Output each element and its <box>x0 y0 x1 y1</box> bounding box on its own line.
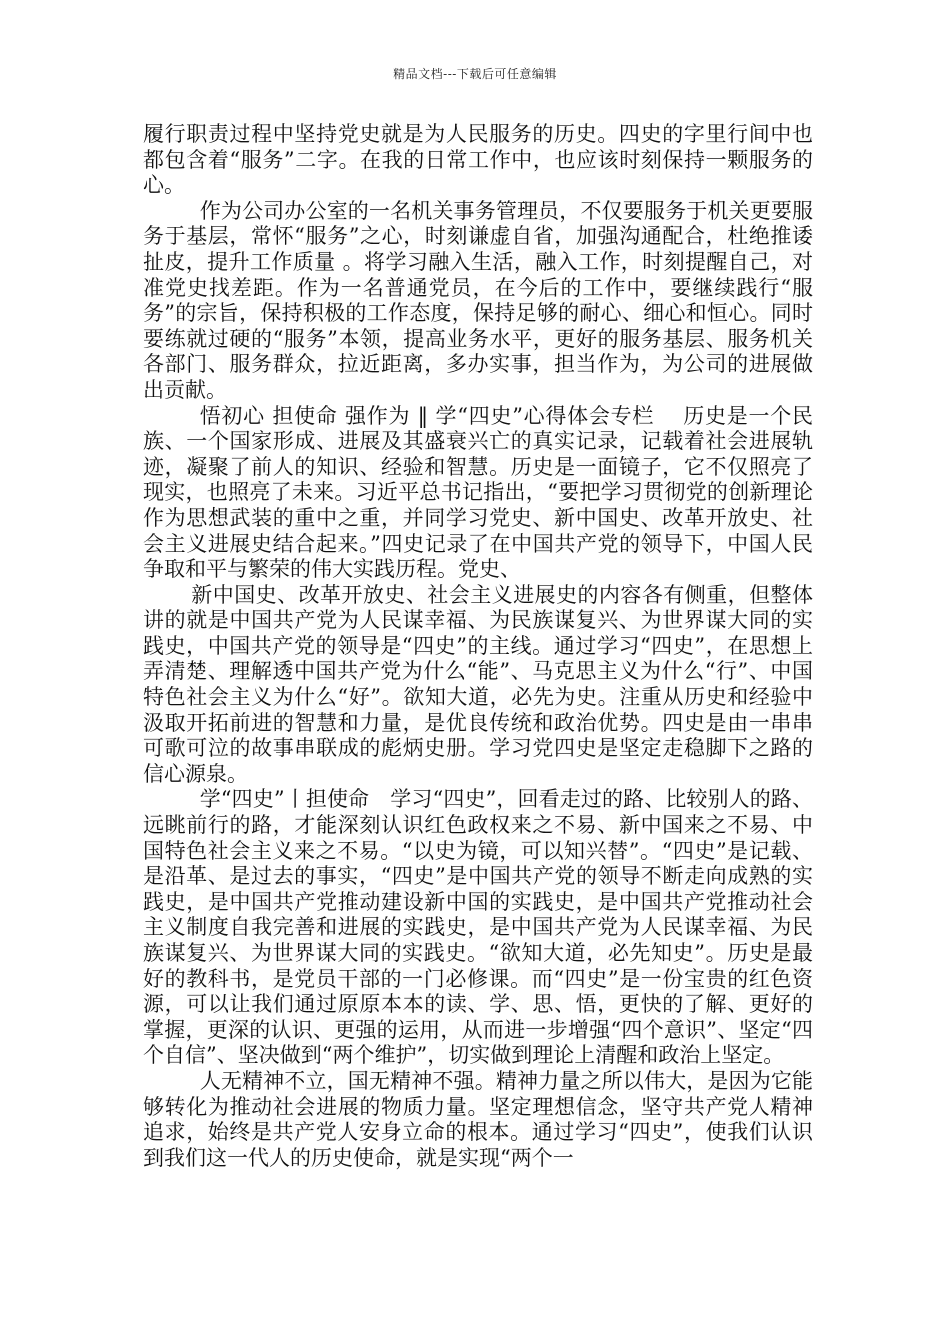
paragraph-5: 学“四史”丨担使命 学习“四史”，回看走过的路、比较别人的路、远眺前行的路，才能深刻认识红色政权来之不易、新中国来之不易、中国特色社会主义来之不易。“以史为镜，可以知兴替”。“四史”是记载、是沿革、是过去的事实，“四史”是中国共产党的领导不断走向成熟的实践史，是中国共产党推动建设新中国的实践史，是中国共产党推动社会主义制度自我完善和进展的实践史，是中国共产党为人民谋幸福、为民族谋复兴、为世界谋大同的实践史。“欲知大道，必先知史”。历史是最好的教科书，是党员干部的一门必修课。而“四史”是一份宝贵的红色资源，可以让我们通过原原本本的读、学、思、悟，更快的了解、更好的掌握，更深的认识、更强的运用，从而进一步增强“四个意识”、坚定“四个自信”、坚决做到“两个维护”，切实做到理论上清醒和政治上坚定。 <box>143 787 813 1068</box>
paragraph-4: 新中国史、改革开放史、社会主义进展史的内容各有侧重，但整体讲的就是中国共产党为人民谋幸福、为民族谋复兴、为世界谋大同的实践史，中国共产党的领导是“四史”的主线。通过学习“四史”，在思想上弄清楚、理解透中国共产党为什么“能”、马克思主义为什么“行”、中国特色社会主义为什么“好”。欲知大道，必先为史。注重从历史和经验中汲取开拓前进的智慧和力量，是优良传统和政治优势。四史是由一串串可歌可泣的故事串联成的彪炳史册。学习党四史是坚定走稳脚下之路的信心源泉。 <box>143 582 813 786</box>
document-body <box>143 122 813 1171</box>
paragraph-1: 履行职责过程中坚持党史就是为人民服务的历史。四史的字里行间中也都包含着“服务”二字。在我的日常工作中，也应该时刻保持一颗服务的心。 <box>143 122 813 198</box>
paragraph-3: 悟初心 担使命 强作为 ‖ 学“四史”心得体会专栏 历史是一个民族、一个国家形成、进展及其盛衰兴亡的真实记录，记载着社会进展轨迹，凝聚了前人的知识、经验和智慧。历史是一面镜子，它不仅照亮了现实，也照亮了未来。习近平总书记指出，“要把学习贯彻党的创新理论作为思想武装的重中之重，并同学习党史、新中国史、改革开放史、社会主义进展史结合起来。”四史记录了在中国共产党的领导下，中国人民争取和平与繁荣的伟大实践历程。党史、 <box>143 403 813 582</box>
paragraph-6: 人无精神不立，国无精神不强。精神力量之所以伟大，是因为它能够转化为推动社会进展的物质力量。坚定理想信念，坚守共产党人精神追求，始终是共产党人安身立命的根本。通过学习“四史”，使我们认识到我们这一代人的历史使命，就是实现“两个一 <box>143 1068 813 1170</box>
paragraph-2: 作为公司办公室的一名机关事务管理员，不仅要服务于机关更要服务于基层，常怀“服务”之心，时刻谦虚自省，加强沟通配合，杜绝推诿扯皮，提升工作质量 。将学习融入生活，融入工作，时刻提醒自己，对准党史找差距。作为一名普通党员，在今后的工作中，要继续践行“服务”的宗旨，保持积极的工作态度，保持足够的耐心、细心和恒心。同时要练就过硬的“服务”本领，提高业务水平，更好的服务基层、服务机关各部门、服务群众，拉近距离，多办实事，担当作为，为公司的进展做出贡献。 <box>143 198 813 402</box>
page-header: 精品文档---下载后可任意编辑 <box>393 67 557 81</box>
